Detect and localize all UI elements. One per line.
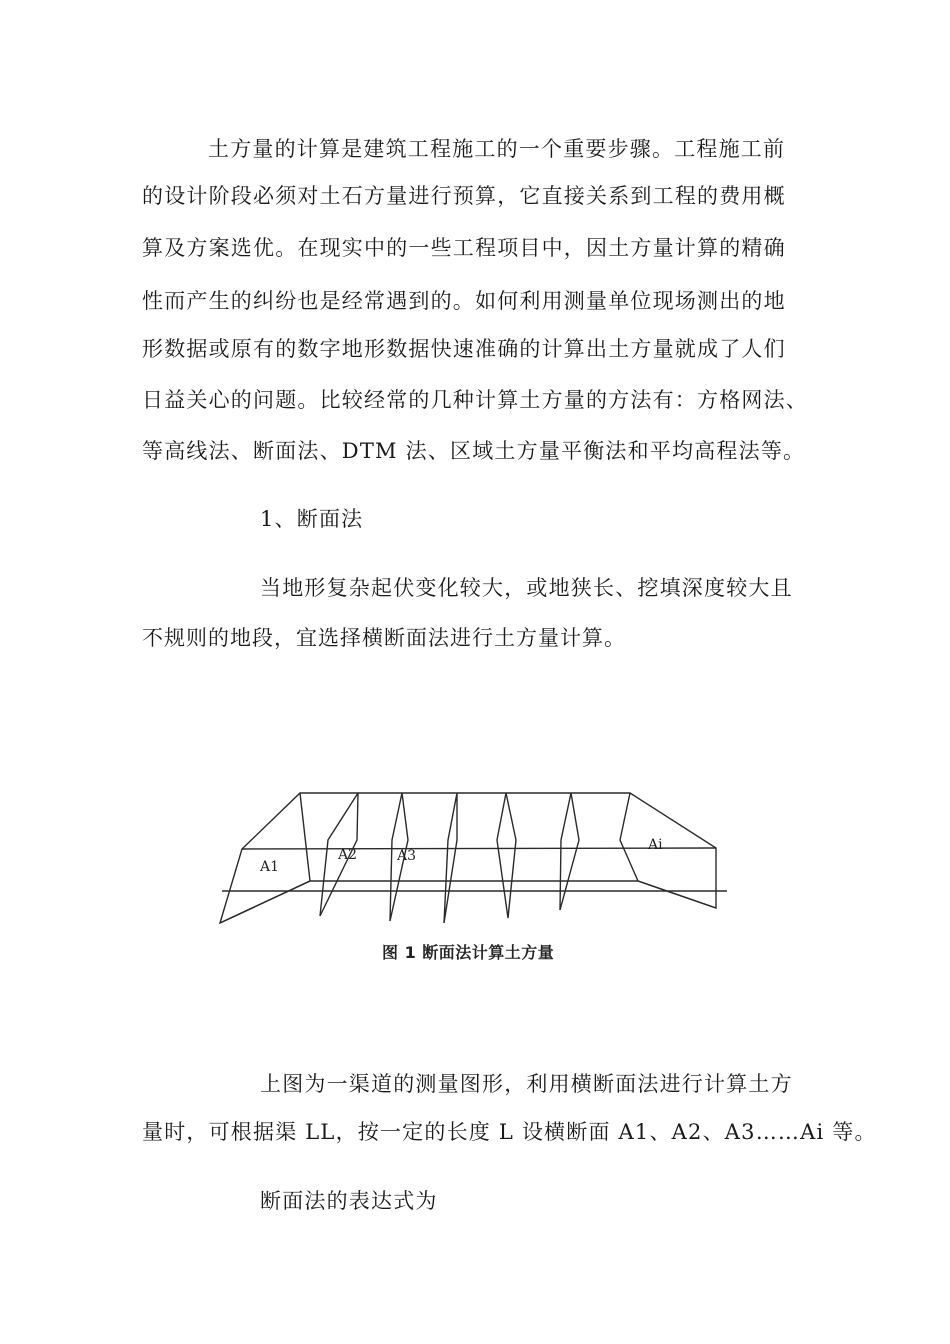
section-5 [497, 793, 516, 918]
channel-outline [220, 793, 716, 923]
paragraph-3-line-2: 量时，可根据渠 LL，按一定的长度 L 设横断面 A1、A2、A3……Ai 等。 [142, 1120, 877, 1144]
section-6 [560, 793, 579, 910]
section-1 [300, 793, 310, 881]
label-a1: A1 [260, 859, 280, 875]
paragraph-3-line-1: 上图为一渠道的测量图形，利用横断面法进行计算土方 [260, 1072, 793, 1096]
lower-edge-left [220, 881, 310, 923]
paragraph-1-line-4: 性而产生的纠纷也是经常遇到的。如何利用测量单位现场测出的地 [142, 289, 786, 313]
section-4 [444, 793, 457, 923]
paragraph-1-line-2: 的设计阶段必须对土石方量进行预算，它直接关系到工程的费用概 [142, 184, 786, 208]
paragraph-2-line-2: 不规则的地段，宜选择横断面法进行土方量计算。 [142, 626, 626, 650]
section-heading: 1、断面法 [260, 507, 364, 531]
label-ai: Ai [648, 837, 663, 853]
paragraph-1-line-3: 算及方案选优。在现实中的一些工程项目中，因土方量计算的精确 [142, 236, 786, 260]
paragraph-2-line-1: 当地形复杂起伏变化较大，或地狭长、挖填深度较大且 [260, 576, 793, 600]
paragraph-1-line-5: 形数据或原有的数字地形数据快速准确的计算出土方量就成了人们 [142, 337, 786, 361]
label-a3: A3 [397, 848, 417, 864]
channel-wireframe [220, 793, 727, 923]
lower-edge-right [638, 881, 716, 908]
paragraph-4-line-1: 断面法的表达式为 [260, 1189, 438, 1213]
paragraph-1-line-7: 等高线法、断面法、DTM 法、区域土方量平衡法和平均高程法等。 [142, 439, 806, 463]
label-a2: A2 [338, 847, 358, 863]
paragraph-1-line-6: 日益关心的问题。比较经常的几种计算土方量的方法有：方格网法、 [142, 388, 808, 412]
section-7 [620, 793, 638, 881]
paragraph-1-line-1: 土方量的计算是建筑工程施工的一个重要步骤。工程施工前 [208, 137, 786, 161]
mid-edge [242, 848, 716, 849]
figure-caption: 图 1 断面法计算土方量 [382, 943, 555, 962]
